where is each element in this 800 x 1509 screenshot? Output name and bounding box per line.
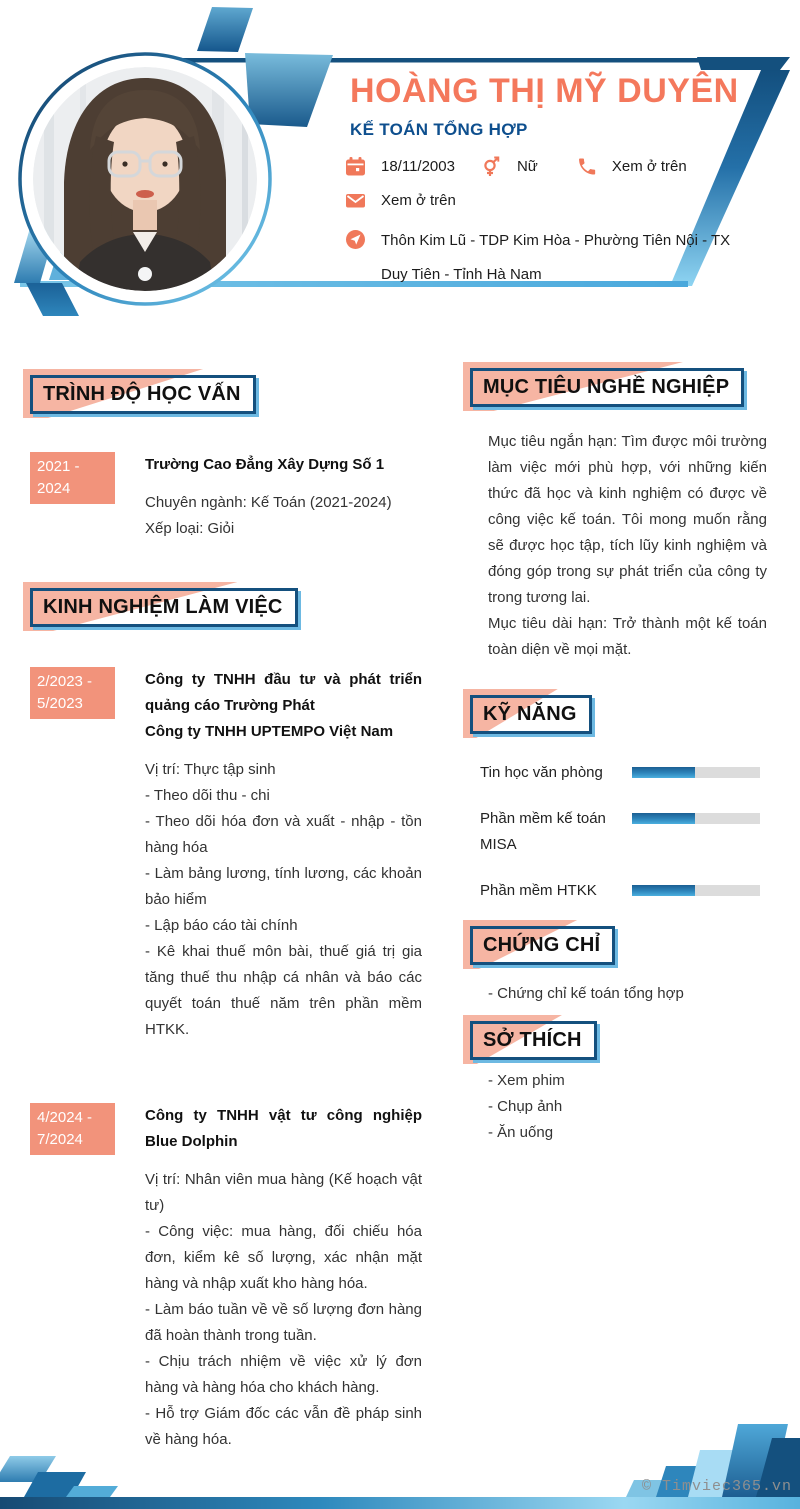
hobby-item: - Chụp ảnh	[488, 1098, 563, 1115]
hobby-item: - Xem phim	[488, 1072, 565, 1089]
skill-row	[480, 878, 770, 904]
gender-icon	[481, 156, 502, 177]
skill-label: Tin học văn phòng	[480, 764, 603, 781]
address-text: Thôn Kim Lũ - TDP Kim Hòa - Phường Tiên Nội - TX Duy Tiên - Tỉnh Hà Nam	[381, 232, 731, 283]
contact-phone	[576, 156, 687, 177]
birthdate-text: 18/11/2003	[381, 158, 455, 175]
education-item	[30, 452, 422, 542]
job-title: KẾ TOÁN TỔNG HỢP	[350, 120, 528, 139]
experience-1-company: Công ty TNHH đầu tư và phát triển quảng cáo Trường Phát	[145, 671, 422, 714]
experience-1-period-line2: 5/2023	[37, 695, 83, 712]
skill-bar-track	[632, 885, 760, 896]
experience-1-content	[145, 667, 422, 1043]
experience-1-detail: Vị trí: Thực tập sinh	[145, 761, 276, 778]
experience-item-1	[30, 667, 422, 1043]
hobbies-list	[488, 1068, 770, 1146]
skill-label: Phần mềm HTKK	[480, 882, 597, 899]
experience-2-detail: Vị trí: Nhân viên mua hàng (Kế hoạch vật tư)	[145, 1171, 422, 1214]
experience-2-content	[145, 1103, 422, 1453]
objective-long-term: Mục tiêu dài hạn: Trở thành một kế toán toàn diện về mọi mặt.	[488, 615, 767, 658]
education-content	[145, 452, 422, 542]
experience-1-detail: - Theo dõi hóa đơn và xuất - nhập - tồn hàng hóa	[145, 813, 422, 856]
school-name: Trường Cao Đẳng Xây Dựng Số 1	[145, 456, 385, 473]
skills-list	[480, 760, 770, 904]
experience-1-period-badge	[30, 667, 115, 719]
section-title-skills: KỸ NĂNG	[470, 695, 592, 734]
section-title-hobbies: SỞ THÍCH	[470, 1021, 597, 1060]
watermark-credit: © Timviec365.vn	[641, 1478, 792, 1495]
certificates-list	[488, 981, 770, 1007]
experience-1-period-line1: 2/2023 -	[37, 673, 93, 690]
experience-2-details	[145, 1167, 422, 1453]
skill-bar-fill	[632, 813, 695, 824]
skill-bar-track	[632, 813, 760, 824]
skill-label: Phần mềm kế toán MISA	[480, 810, 606, 853]
calendar-icon	[345, 156, 366, 177]
email-icon	[345, 190, 366, 211]
contact-row-2	[345, 190, 770, 211]
experience-2-period-line1: 4/2024 -	[37, 1109, 93, 1126]
experience-2-period-badge	[30, 1103, 115, 1155]
jacket-button	[138, 267, 152, 281]
right-column	[470, 368, 770, 1146]
location-icon	[345, 229, 366, 250]
experience-item-2	[30, 1103, 422, 1453]
education-grade: Xếp loại: Giỏi	[145, 520, 235, 537]
experience-2-company: Công ty TNHH vật tư công nghiệp Blue Dolphin	[145, 1107, 422, 1150]
contact-block	[345, 156, 770, 305]
experience-2-detail: - Chịu trách nhiệm về việc xử lý đơn hàng và hàng hóa cho khách hàng.	[145, 1353, 422, 1396]
footer-left-step-3	[66, 1486, 118, 1497]
hobby-item: - Ăn uống	[488, 1124, 554, 1141]
section-title-experience: KINH NGHIỆM LÀM VIỆC	[30, 588, 298, 627]
certificate-item: - Chứng chỉ kế toán tổng hợp	[488, 985, 684, 1002]
skill-row	[480, 806, 770, 858]
experience-1-details	[145, 757, 422, 1043]
experience-1-detail: - Kê khai thuế môn bài, thuế giá trị gia tăng thuế thu nhập cá nhân và báo các quyết toán thuế năm trên phần mềm HTKK.	[145, 943, 422, 1038]
skill-bar-track	[632, 767, 760, 778]
phone-icon	[576, 156, 597, 177]
experience-1-company-2: Công ty TNHH UPTEMPO Việt Nam	[145, 723, 394, 740]
gender-text: Nữ	[516, 158, 538, 175]
phone-text: Xem ở trên	[611, 158, 687, 175]
lips	[136, 190, 154, 198]
education-period-badge: 2021 - 2024	[30, 452, 115, 504]
neck	[133, 200, 157, 230]
section-title-certificates: CHỨNG CHỈ	[470, 926, 615, 965]
objective-text	[488, 429, 767, 663]
left-column	[30, 375, 422, 1453]
experience-1-detail: - Làm bảng lương, tính lương, các khoản bảo hiểm	[145, 865, 422, 908]
experience-2-detail: - Làm báo tuần về về số lượng đơn hàng đã hoàn thành trong tuần.	[145, 1301, 422, 1344]
candidate-name: HOÀNG THỊ MỸ DUYÊN	[350, 72, 739, 110]
skill-row	[480, 760, 770, 786]
profile-photo	[16, 50, 274, 308]
objective-short-term: Mục tiêu ngắn hạn: Tìm được môi trường làm việc mới phù hợp, với những kiến thức đã học và kinh nghiệm có được về công việc kế toán. Tôi mong muốn rằng sẽ được học tập, tích lũy kinh nghiệm và đóng góp trong sự phát triển của công ty trong tương lai.	[488, 433, 767, 606]
skill-bar-fill	[632, 767, 695, 778]
section-title-objective: MỤC TIÊU NGHỀ NGHIỆP	[470, 368, 744, 407]
experience-1-detail: - Theo dõi thu - chi	[145, 787, 270, 804]
contact-gender	[481, 156, 538, 177]
experience-1-detail: - Lập báo cáo tài chính	[145, 917, 298, 934]
skill-bar-fill	[632, 885, 695, 896]
contact-row-3	[345, 224, 770, 292]
deco-corner-seven-bar	[697, 57, 790, 70]
footer-bottom-bar	[0, 1497, 800, 1509]
experience-2-detail: - Hỗ trợ Giám đốc các vẫn đề pháp sinh về hàng hóa.	[145, 1405, 422, 1448]
education-major: Chuyên ngành: Kế Toán (2021-2024)	[145, 494, 392, 511]
section-title-education: TRÌNH ĐỘ HỌC VẤN	[30, 375, 256, 414]
contact-row-1	[345, 156, 770, 177]
experience-2-period-line2: 7/2024	[37, 1131, 83, 1148]
experience-2-detail: - Công việc: mua hàng, đối chiếu hóa đơn, kiểm kê số lượng, xác nhận mặt hàng và nhập xuất kho hàng hóa.	[145, 1223, 422, 1292]
email-text: Xem ở trên	[381, 192, 456, 209]
education-details	[145, 490, 422, 542]
deco-parallelogram-small-top	[197, 7, 253, 52]
contact-birthdate	[345, 156, 455, 177]
